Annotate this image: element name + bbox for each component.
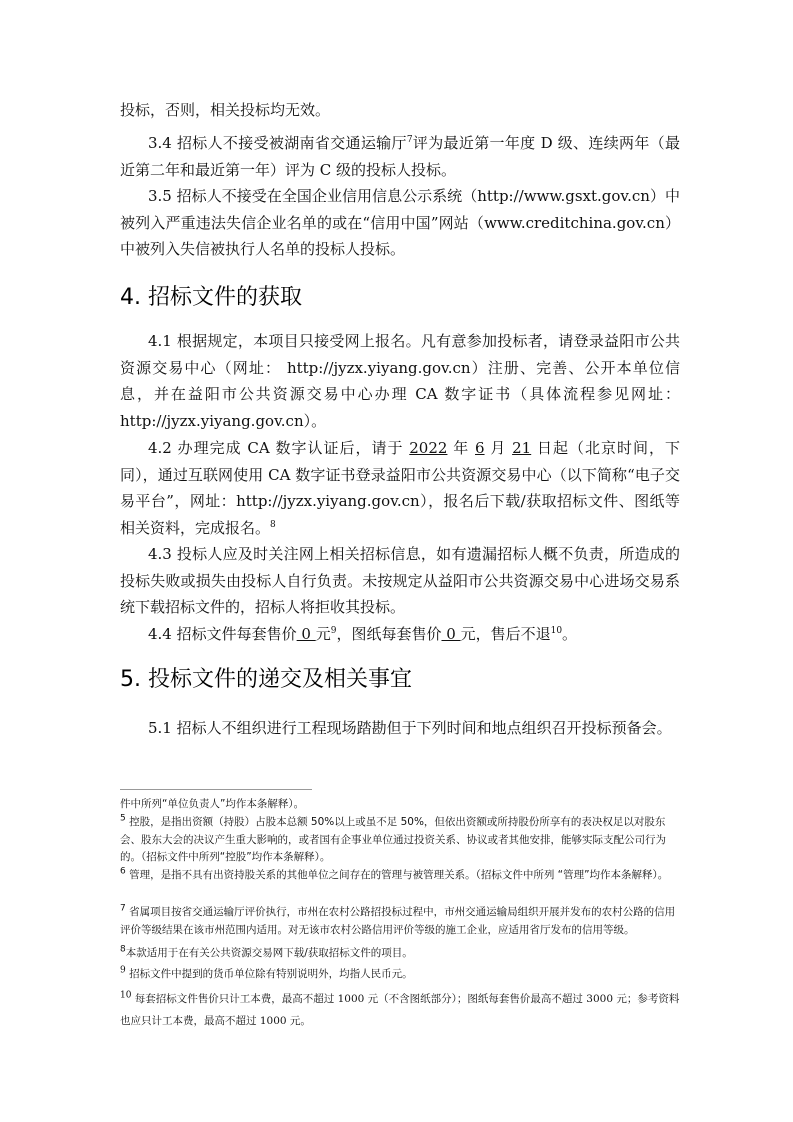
paragraph-4-4-text-b: 元 (315, 625, 331, 643)
footnote-8-text: 本款适用于在有关公共资源交易网下载/获取招标文件的项目。 (125, 947, 413, 959)
paragraph-3-4 (120, 130, 680, 183)
paragraph-4-2-text-d: 日起（北京时间，下同），通过互联网使用 CA 数字证书登录益阳市公共资源交易中心（以下简称“电子交易平台”，网址：http://jyzx.yiyang.gov.cn），报名后下载/获取招标文件、图纸等相关资料，完成报名。 (120, 439, 680, 537)
footnote-10-text: 每套招标文件售价只计工本费，最高不超过 1000 元（不含图纸部分）；图纸每套售价最高不超过 3000 元；参考资料也应只计工本费，最高不超过 1000 元。 (120, 993, 680, 1027)
start-day: 21 (512, 439, 532, 457)
start-month: 6 (475, 439, 485, 457)
paragraph-4-2 (120, 435, 680, 541)
paragraph-3-4-text-a: 3.4 招标人不接受被湖南省交通运输厅 (148, 134, 407, 152)
footnote-separator (120, 789, 312, 790)
footnote-9 (120, 966, 680, 984)
paragraph-4-3 (120, 541, 680, 621)
paragraph-3-4-text-b: 评为最近第一年度 D 级、连续两年（最近第二年和最近第一年）评为 C 级的投标人投标。 (120, 134, 680, 179)
footnote-10 (120, 988, 680, 1032)
paragraph-4-4-text-a: 4.4 招标文件每套售价 (148, 625, 297, 643)
section-heading-5: 5. 投标文件的递交及相关事宜 (120, 667, 412, 692)
footnote-6-text: 管理，是指不具有出资持股关系的其他单位之间存在的管理与被管理关系。（招标文件中所列 “管理”均作本条解释）。 (125, 869, 669, 881)
section-heading-4: 4. 招标文件的获取 (120, 285, 302, 310)
drawing-price: 0 (441, 625, 461, 643)
footnote-5 (120, 814, 680, 867)
paragraph-4-3-text: 4.3 投标人应及时关注网上相关招标信息，如有遗漏招标人概不负责，所造成的投标失败或损失由投标人自行负责。未按规定从益阳市公共资源交易中心进场交易系统下载招标文件的，招标人将拒收其投标。 (120, 545, 680, 616)
footnote-7-mark: 7 (120, 903, 126, 914)
paragraph-4-2-text-c: 月 (484, 439, 513, 457)
footnote-8-mark: 8 (120, 944, 126, 955)
footnote-5-text: 控股，是指出资额（持股）占股本总额 50%以上或虽不足 50%，但依出资额或所持股份所享有的表决权足以对股东会、股东大会的决议产生重大影响的，或者国有企事业单位通过投资关系、协议或者其他安排，能够实际支配公司行为的。（招标文件中所列“控股”均作本条解释）。 (120, 816, 666, 863)
footnote-ref-10: 10 (550, 626, 563, 636)
footnote-7 (120, 904, 680, 939)
footnote-9-text: 招标文件中提到的货币单位除有特别说明外，均指人民币元。 (125, 968, 413, 980)
paragraph-4-4-text-e: 。 (562, 625, 578, 643)
document-price: 0 (296, 625, 316, 643)
paragraph-4-1 (120, 328, 680, 434)
footnote-9-mark: 9 (120, 965, 126, 976)
footnote-8 (120, 945, 680, 963)
paragraph-5-1 (120, 715, 680, 742)
start-year: 2022 (409, 439, 448, 457)
paragraph-4-1-text: 4.1 根据规定，本项目只接受网上报名。凡有意参加投标者，请登录益阳市公共资源交易中心（网址： http://jyzx.yiyang.gov.cn）注册、完善、公开本单位信息，并在益阳市公共资源交易中心办理 CA 数字证书（具体流程参见网址：http://jyzx.yiyang.gov.cn）。 (120, 332, 680, 430)
footnote-7-text: 省属项目按省交通运输厅评价执行，市州在农村公路招投标过程中，市州交通运输局组织开展并发布的农村公路的信用评价等级结果在该市州范围内适用。对无该市农村公路信用评价等级的施工企业，应适用省厅发布的信用等级。 (120, 906, 676, 936)
paragraph-intro (120, 97, 680, 124)
paragraph-5-1-text: 5.1 招标人不组织进行工程现场踏勘但于下列时间和地点组织召开投标预备会。 (148, 719, 672, 737)
paragraph-3-5-text: 3.5 招标人不接受在全国企业信用信息公示系统（http://www.gsxt.gov.cn）中被列入严重违法失信企业名单的或在“信用中国”网站（www.creditchina.gov.cn）中被列入失信被执行人名单的投标人投标。 (120, 187, 680, 258)
paragraph-4-2-text-a: 4.2 办理完成 CA 数字认证后，请于 (148, 439, 410, 457)
paragraph-4-2-text-b: 年 (447, 439, 475, 457)
footnote-6 (120, 867, 680, 885)
footnote-6-mark: 6 (120, 866, 126, 877)
footnote-ref-8: 8 (270, 519, 276, 530)
footnote-10-mark: 10 (120, 990, 132, 1001)
footnote-continued: 件中所列“单位负责人”均作本条解释）。 (120, 798, 305, 810)
paragraph-4-4 (120, 621, 680, 648)
paragraph-intro-text: 投标，否则，相关投标均无效。 (120, 101, 331, 119)
footnote-5-mark: 5 (120, 813, 126, 824)
footnote-ref-9: 9 (330, 626, 337, 636)
footnote-ref-7: 7 (406, 135, 413, 145)
paragraph-4-4-text-c: ，图纸每套售价 (336, 625, 442, 643)
paragraph-4-4-text-d: 元，售后不退 (460, 625, 551, 643)
paragraph-3-5 (120, 183, 680, 263)
